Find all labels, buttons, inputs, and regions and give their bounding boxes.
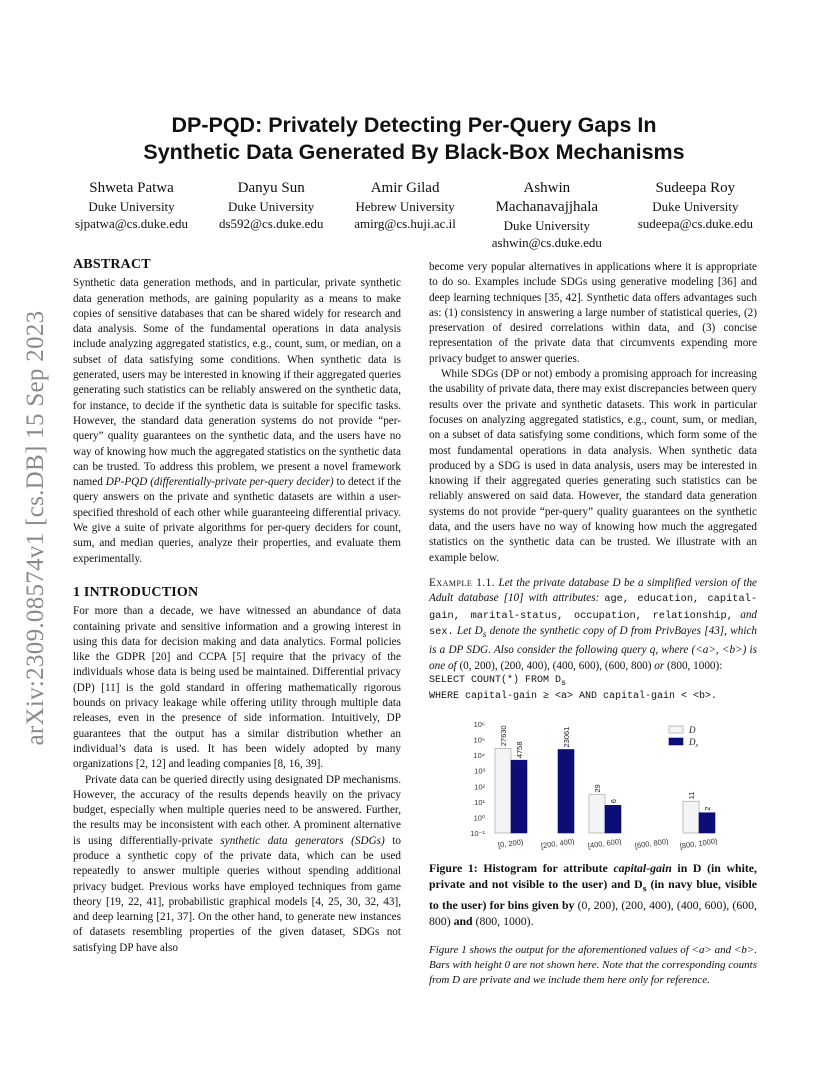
data-label: 11 <box>687 791 696 800</box>
arxiv-id-text: arXiv:2309.08574v1 [cs.DB] 15 Sep 2023 <box>22 310 49 746</box>
right-paragraph-2: While SDGs (DP or not) embody a promising approach for increasing the usability of private data, there may exist discrepancies between query results over the private and synthetic datasets. This work in particular focuses on analyzing aggregated statistics, e.g., count, sum, or median, on a subset of data satisfying some conditions, which form some of the most fundamental operations in data analysis. When synthetic data produced by a SDG is used in data analysis, users may be interested in knowing if their aggregated queries generating such statistics can be reliably answered on said data. However, the standard data generation systems do not provide “per-query” quality guarantees on the synthetic data, and the users have no way of knowing how much the aggregated statistics on the synthetic data can be trusted. We illustrate with an example below. <box>429 368 757 564</box>
bar <box>589 795 605 833</box>
data-label: 6 <box>609 799 618 804</box>
author-email[interactable]: ashwin@cs.duke.edu <box>491 235 602 250</box>
y-tick-label: 10⁵ <box>473 735 485 745</box>
y-tick-label: 10⁻¹ <box>470 828 485 838</box>
histogram-svg <box>429 718 757 858</box>
x-tick-label: [0, 200) <box>497 837 524 850</box>
figure-1-chart <box>429 718 757 858</box>
legend-label: $D_s$ <box>689 736 699 749</box>
bar <box>558 749 574 833</box>
abstract-body: Synthetic data generation methods, and in particular, private synthetic data generation methods, are gaining popularity as a means to make copies of sensitive databases that can be shared widely for research and data analysis. Some of the fundamental operations in data analysis include analyzing aggregated statistics, e.g., count, sum, or median, on a subset of data satisfying some conditions. When synthetic data is generated, users may be interested in knowing if their aggregated queries generating such statistics can be reliably answered on the synthetic data, for instance, to decide if the synthetic data is suitable for specific tasks. However, the standard data generation systems do not provide “per-query” quality guarantees on the synthetic data, and the users have no way of knowing how much the aggregated statistics on the synthetic data can be trusted. To address this problem, we present a novel framework named DP-PQD (differentially-private per-query decider) to detect if the query answers on the private and synthetic datasets are within a user-specified threshold of each other while guaranteeing differential privacy. We give a suite of private algorithms for per-query deciders for count, sum, and median queries, analyze their properties, and evaluate them experimentally. <box>73 277 401 565</box>
right-paragraph-1: become very popular alternatives in applications where it is appropriate to do so. Examples include SDGs using generative modeling [36] and deep learning techniques [35, 42]. Synthetic data offers advantages such as: (1) consistency in answering a large number of statistical queries, (2) preservation of desired correlations within data, and (3) concise representation of the private data that circumvents expending more privacy budget to answer queries. <box>429 261 757 365</box>
data-label: 23061 <box>562 726 571 748</box>
intro-paragraph-2: Private data can be queried directly using designated DP mechanisms. However, the accuracy of the results depends heavily on the privacy budget, especially when multiple queries need to be answered. Further, the results may be inconsistent with each other. A prominent alternative is using differentially-private synthetic data generators (SDGs) to produce a synthetic copy of the private data, which can be used repeatedly to answer multiple queries without spending additional privacy budget. Previous works have employed techniques from game theory [19, 22, 41], probabilistic graphical models [4, 25, 30, 32, 43], and deep learning [21, 37]. On the other hand, to generate new instances of datasets resembling properties of the given dataset, SDGs not satisfying DP have also <box>73 773 402 954</box>
y-tick-label: 10¹ <box>474 797 485 807</box>
y-tick-label: 10³ <box>474 766 485 776</box>
author-block <box>487 179 607 251</box>
figure-note: Figure 1 shows the output for the aforementioned values of <a> and <b>. Bars with height 0 are not shown here. Note that the corresponding counts from D are private and we include them here only for reference. <box>429 944 757 987</box>
bar <box>495 748 511 833</box>
left-column <box>73 257 401 956</box>
author-name: Ashwin Machanavajjhala <box>495 180 599 215</box>
bar <box>699 813 715 833</box>
author-affiliation: Duke University <box>88 199 175 214</box>
author-name: Shweta Patwa <box>89 180 174 196</box>
y-tick-label: 10⁶ <box>473 719 485 729</box>
x-tick-label: [600, 800) <box>634 836 670 851</box>
author-name: Danyu Sun <box>237 180 305 196</box>
x-tick-label: [200, 400) <box>540 836 576 851</box>
y-tick-label: 10² <box>474 782 485 792</box>
paper-title <box>0 112 828 166</box>
data-label: 4758 <box>515 741 524 759</box>
bar <box>511 760 527 833</box>
sql-query: SELECT COUNT(*) FROM $D_s$ WHERE capital-gain ≥ <a> AND capital-gain < <b>. <box>429 674 718 702</box>
author-email[interactable]: amirg@cs.huji.ac.il <box>354 216 456 231</box>
intro-paragraph-1: For more than a decade, we have witnessed an abundance of data containing private and sensitive information and a growing interest in using this data for decision making and data analytics. Formal policies like the GDPR [20] and CCPA [5] require that the privacy of the individuals whose data is being used be maintained. Differential privacy (DP) [11] is the gold standard in offering mathematically rigorous bounds on privacy leakage while offering utility through multiple data releases, even in the presence of side information. Intuitively, DP guarantees that the output has a similar distribution whether an individual’s data is used. It has been widely adopted by many organizations [2, 12] and leading companies [8, 16, 39]. <box>73 605 401 771</box>
legend-swatch <box>669 738 683 745</box>
author-name: Sudeepa Roy <box>655 180 736 196</box>
author-email[interactable]: sudeepa@cs.duke.edu <box>637 216 753 231</box>
legend-label: D <box>689 724 696 735</box>
author-block <box>354 179 456 251</box>
author-email[interactable]: ds592@cs.duke.edu <box>218 216 324 231</box>
attribute-list: age, education, capital-gain, marital-status, occupation, relationship, <box>429 593 757 622</box>
author-block <box>219 179 323 251</box>
author-block <box>75 179 188 251</box>
data-label: 2 <box>703 806 712 811</box>
arxiv-identifier <box>14 288 58 768</box>
figure-caption: Figure 1: Histogram for attribute capital-gain in D (in white, private and not visible to the user) and $D_s$ (in navy blue, visible to the user) for bins given by (0, 200), (200, 400), (400, 600), (600, 800) and (800, 1000). <box>429 860 757 929</box>
introduction-heading: 1 INTRODUCTION <box>73 584 199 600</box>
legend-swatch <box>669 726 683 733</box>
bar <box>683 801 699 833</box>
author-list <box>75 179 753 251</box>
y-tick-label: 10⁴ <box>473 751 485 761</box>
abstract-heading: ABSTRACT <box>73 257 151 272</box>
author-affiliation: Duke University <box>503 218 590 233</box>
author-affiliation: Duke University <box>652 199 739 214</box>
right-column <box>429 260 757 988</box>
author-block <box>638 179 753 251</box>
data-label: 27630 <box>499 725 508 747</box>
author-affiliation: Duke University <box>228 199 315 214</box>
introduction-section <box>73 585 401 956</box>
bar <box>605 805 621 833</box>
example-1-1: Example 1.1. Let the private database D be a simplified version of the Adult database [10] with attributes: age, education, capital-gain, marital-status, occupation, relationship, and sex. Let $D_s$ denote the synthetic copy of D from PrivBayes [43], which is a DP SDG. Also consider the following query q, where (<a>, <b>) is one of (0, 200), (200, 400), (400, 600), (600, 800) or (800, 1000): SELECT COUNT(*) FROM $D_s$ WHERE capital-gain ≥ <a> AND capital-gain < <b>. <box>429 576 757 702</box>
data-label: 29 <box>593 784 602 793</box>
author-name: Amir Gilad <box>370 180 440 196</box>
title-line-1: DP-PQD: Privately Detecting Per-Query Gaps In <box>171 113 657 137</box>
x-tick-label: [400, 600) <box>587 836 623 851</box>
example-label: Example 1.1. <box>429 576 495 589</box>
author-affiliation: Hebrew University <box>355 199 455 214</box>
x-tick-label: [800, 1000) <box>679 836 719 851</box>
title-line-2: Synthetic Data Generated By Black-Box Mechanisms <box>143 140 685 164</box>
author-email[interactable]: sjpatwa@cs.duke.edu <box>75 216 189 231</box>
y-tick-label: 10⁰ <box>473 813 485 823</box>
